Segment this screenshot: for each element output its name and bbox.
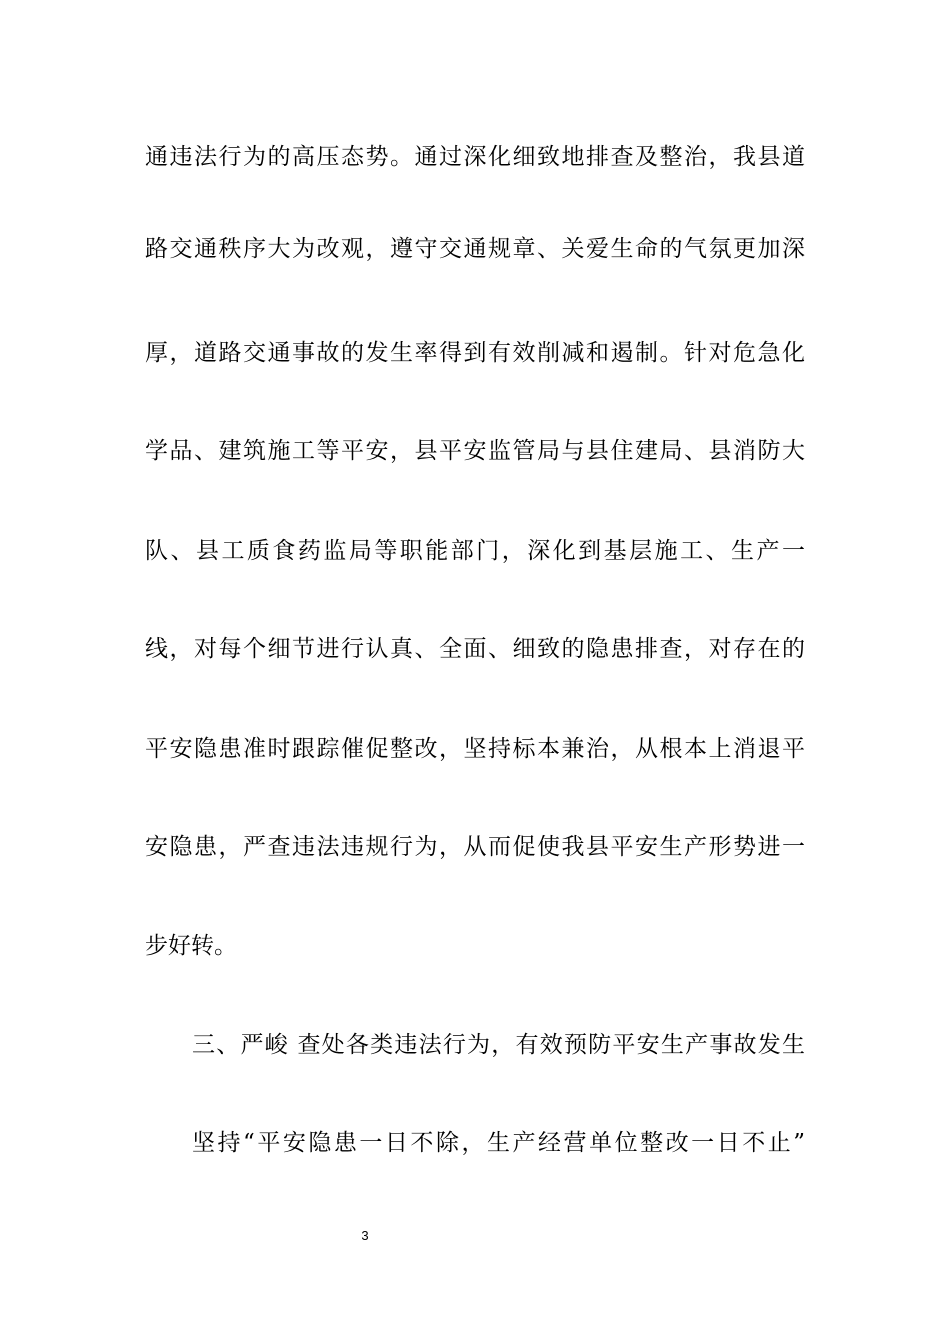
- paragraph-first-line: 坚持“平安隐患一日不除，生产经营单位整改一日不止”: [192, 1130, 805, 1156]
- body-text-line: 学品、建筑施工等平安，县平安监管局与县住建局、县消防大: [145, 438, 805, 464]
- body-text-line: 通违法行为的高压态势。通过深化细致地排查及整治，我县道: [145, 144, 805, 170]
- body-text-line: 路交通秩序大为改观，遵守交通规章、关爱生命的气氛更加深: [145, 236, 805, 262]
- body-text-line: 线，对每个细节进行认真、全面、细致的隐患排查，对存在的: [145, 636, 805, 662]
- body-text-line: 平安隐患准时跟踪催促整改，坚持标本兼治，从根本上消退平: [145, 736, 805, 762]
- body-text-line: 步好转。: [145, 933, 237, 959]
- section-heading: 三、严峻 查处各类违法行为，有效预防平安生产事故发生: [192, 1032, 805, 1058]
- body-text-line: 安隐患，严查违法违规行为，从而促使我县平安生产形势进一: [145, 834, 805, 860]
- body-text-line: 队、县工质食药监局等职能部门，深化到基层施工、生产一: [145, 538, 805, 564]
- body-text-line: 厚，道路交通事故的发生率得到有效削减和遏制。针对危急化: [145, 340, 805, 366]
- page-number: 3: [361, 1228, 369, 1243]
